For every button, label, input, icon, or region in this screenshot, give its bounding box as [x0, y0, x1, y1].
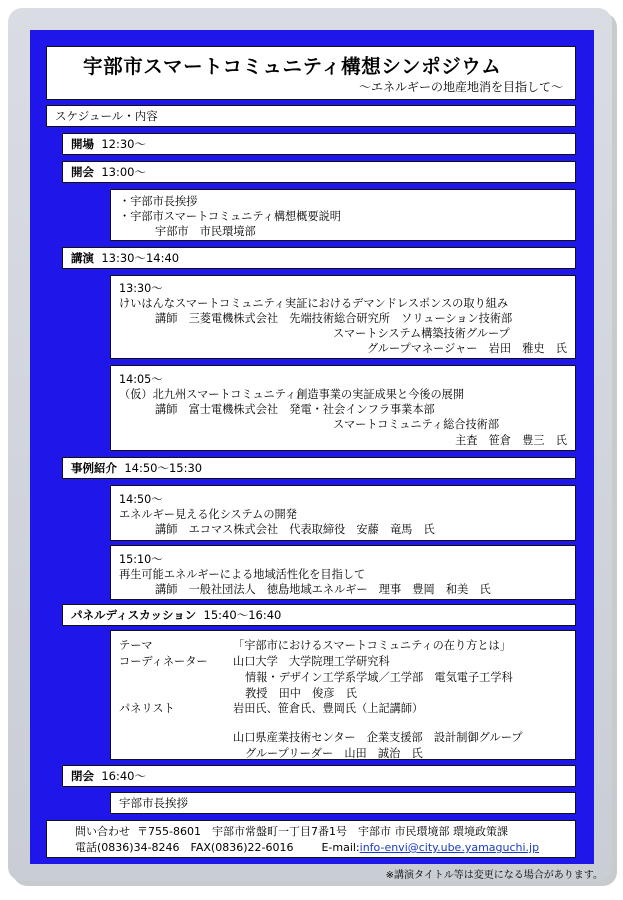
cases-time: 14:50～15:30	[124, 461, 203, 475]
lecture1-box	[110, 275, 576, 359]
opening-line1: ・宇部市長挨拶	[119, 195, 198, 208]
lecture1-title: けいはんなスマートコミュニティ実証におけるデマンドレスポンスの取り組み	[119, 297, 509, 310]
lecture2-role: 主査 笹倉 豊三 氏	[455, 434, 567, 447]
opening-content	[110, 189, 576, 241]
email-link[interactable]: info-envi@city.ube.yamaguchi.jp	[359, 841, 540, 854]
lecture2-dept: スマートコミュニティ総合技術部	[333, 418, 500, 431]
lecture-bar	[62, 247, 576, 269]
case1-time: 14:50～	[119, 493, 163, 506]
lecture2-time: 14:05～	[119, 373, 163, 386]
case2-title: 再生可能エネルギーによる地域活性化を目指して	[119, 568, 366, 581]
panel-bar	[62, 604, 576, 626]
case2-box	[110, 545, 576, 600]
opening-venue-bar	[62, 133, 576, 155]
panel-coord2: 情報・デザイン工学系学域／工学部 電気電子工学科	[245, 671, 513, 684]
cases-label: 事例紹介	[71, 461, 117, 475]
contact-label: 問い合わせ	[75, 825, 130, 838]
panel-panelist-label: パネリスト	[119, 702, 175, 715]
cases-bar	[62, 457, 576, 479]
opening-line3: 宇部市 市民環境部	[155, 225, 256, 238]
opening-time: 13:00～	[101, 165, 146, 179]
lecture1-role: グループマネージャー 岩田 雅史 氏	[366, 342, 567, 355]
opening-label: 開会	[71, 165, 94, 179]
contact-line1	[75, 824, 575, 840]
panel-panelist1: 岩田氏、笹倉氏、豊岡氏（上記講師）	[233, 702, 424, 715]
lecture1-speaker: 講師 三菱電機株式会社 先端技術総合研究所 ソリューション技術部	[155, 312, 513, 325]
opening-venue-time: 12:30～	[101, 137, 146, 151]
lecture1-time: 13:30～	[119, 282, 163, 295]
case2-time: 15:10～	[119, 553, 163, 566]
lecture2-speaker: 講師 富士電機株式会社 発電・社会インフラ事業本部	[155, 403, 435, 416]
panel-panelist2: 山口県産業技術センター 企業支援部 設計制御グループ	[233, 731, 523, 744]
lecture-time: 13:30～14:40	[101, 251, 180, 265]
closing-bar	[62, 765, 576, 787]
opening-line2: ・宇部市スマートコミュニティ構想概要説明	[119, 210, 341, 223]
schedule-header	[46, 105, 576, 127]
lecture2-title: （仮）北九州スマートコミュニティ創造事業の実証成果と今後の展開	[119, 388, 465, 401]
panel-time: 15:40～16:40	[203, 608, 282, 622]
title-box	[46, 46, 576, 100]
opening-bar	[62, 161, 576, 183]
case1-box	[110, 485, 576, 541]
panel-theme-label: テーマ	[119, 639, 153, 652]
lecture1-dept: スマートシステム構築技術グループ	[333, 327, 510, 340]
schedule-header-label: スケジュール・内容	[55, 109, 158, 123]
contact-line2	[75, 840, 575, 856]
closing-label: 閉会	[71, 769, 94, 783]
panel-label: パネルディスカッション	[71, 608, 197, 622]
contact-address: 〒755-8601 宇部市常盤町一丁目7番1号 宇部市 市民環境部 環境政策課	[137, 825, 508, 838]
opening-venue-label: 開場	[71, 137, 94, 151]
closing-content-text: 宇部市長挨拶	[119, 796, 188, 810]
panel-coord1: 山口大学 大学院理工学研究科	[233, 655, 390, 668]
case1-speaker: 講師 エコマス株式会社 代表取締役 安藤 竜馬 氏	[155, 523, 435, 536]
contact-phone: 電話(0836)34-8246 FAX(0836)22-6016	[75, 841, 294, 854]
page-subtitle: ～エネルギーの地産地消を目指して～	[358, 80, 563, 94]
lecture2-box	[110, 365, 576, 451]
email-label: E-mail:	[321, 841, 360, 854]
contact-box	[46, 820, 576, 858]
panel-panelist3: グループリーダー 山田 誠治 氏	[245, 747, 423, 760]
panel-coord3: 教授 田中 俊彦 氏	[245, 687, 357, 700]
closing-content	[110, 792, 576, 814]
footnote: ※講演タイトル等は変更になる場合があります。	[385, 870, 603, 881]
panel-content	[110, 630, 576, 760]
panel-coord-label: コーディネーター	[119, 655, 208, 668]
lecture-label: 講演	[71, 251, 94, 265]
panel-theme: 「宇部市におけるスマートコミュニティの在り方とは」	[233, 639, 511, 652]
closing-time: 16:40～	[101, 769, 146, 783]
case2-speaker: 講師 一般社団法人 徳島地域エネルギー 理事 豊岡 和美 氏	[155, 583, 491, 596]
page-title: 宇部市スマートコミュニティ構想シンポジウム	[83, 55, 502, 78]
case1-title: エネルギー見える化システムの開発	[119, 508, 297, 521]
